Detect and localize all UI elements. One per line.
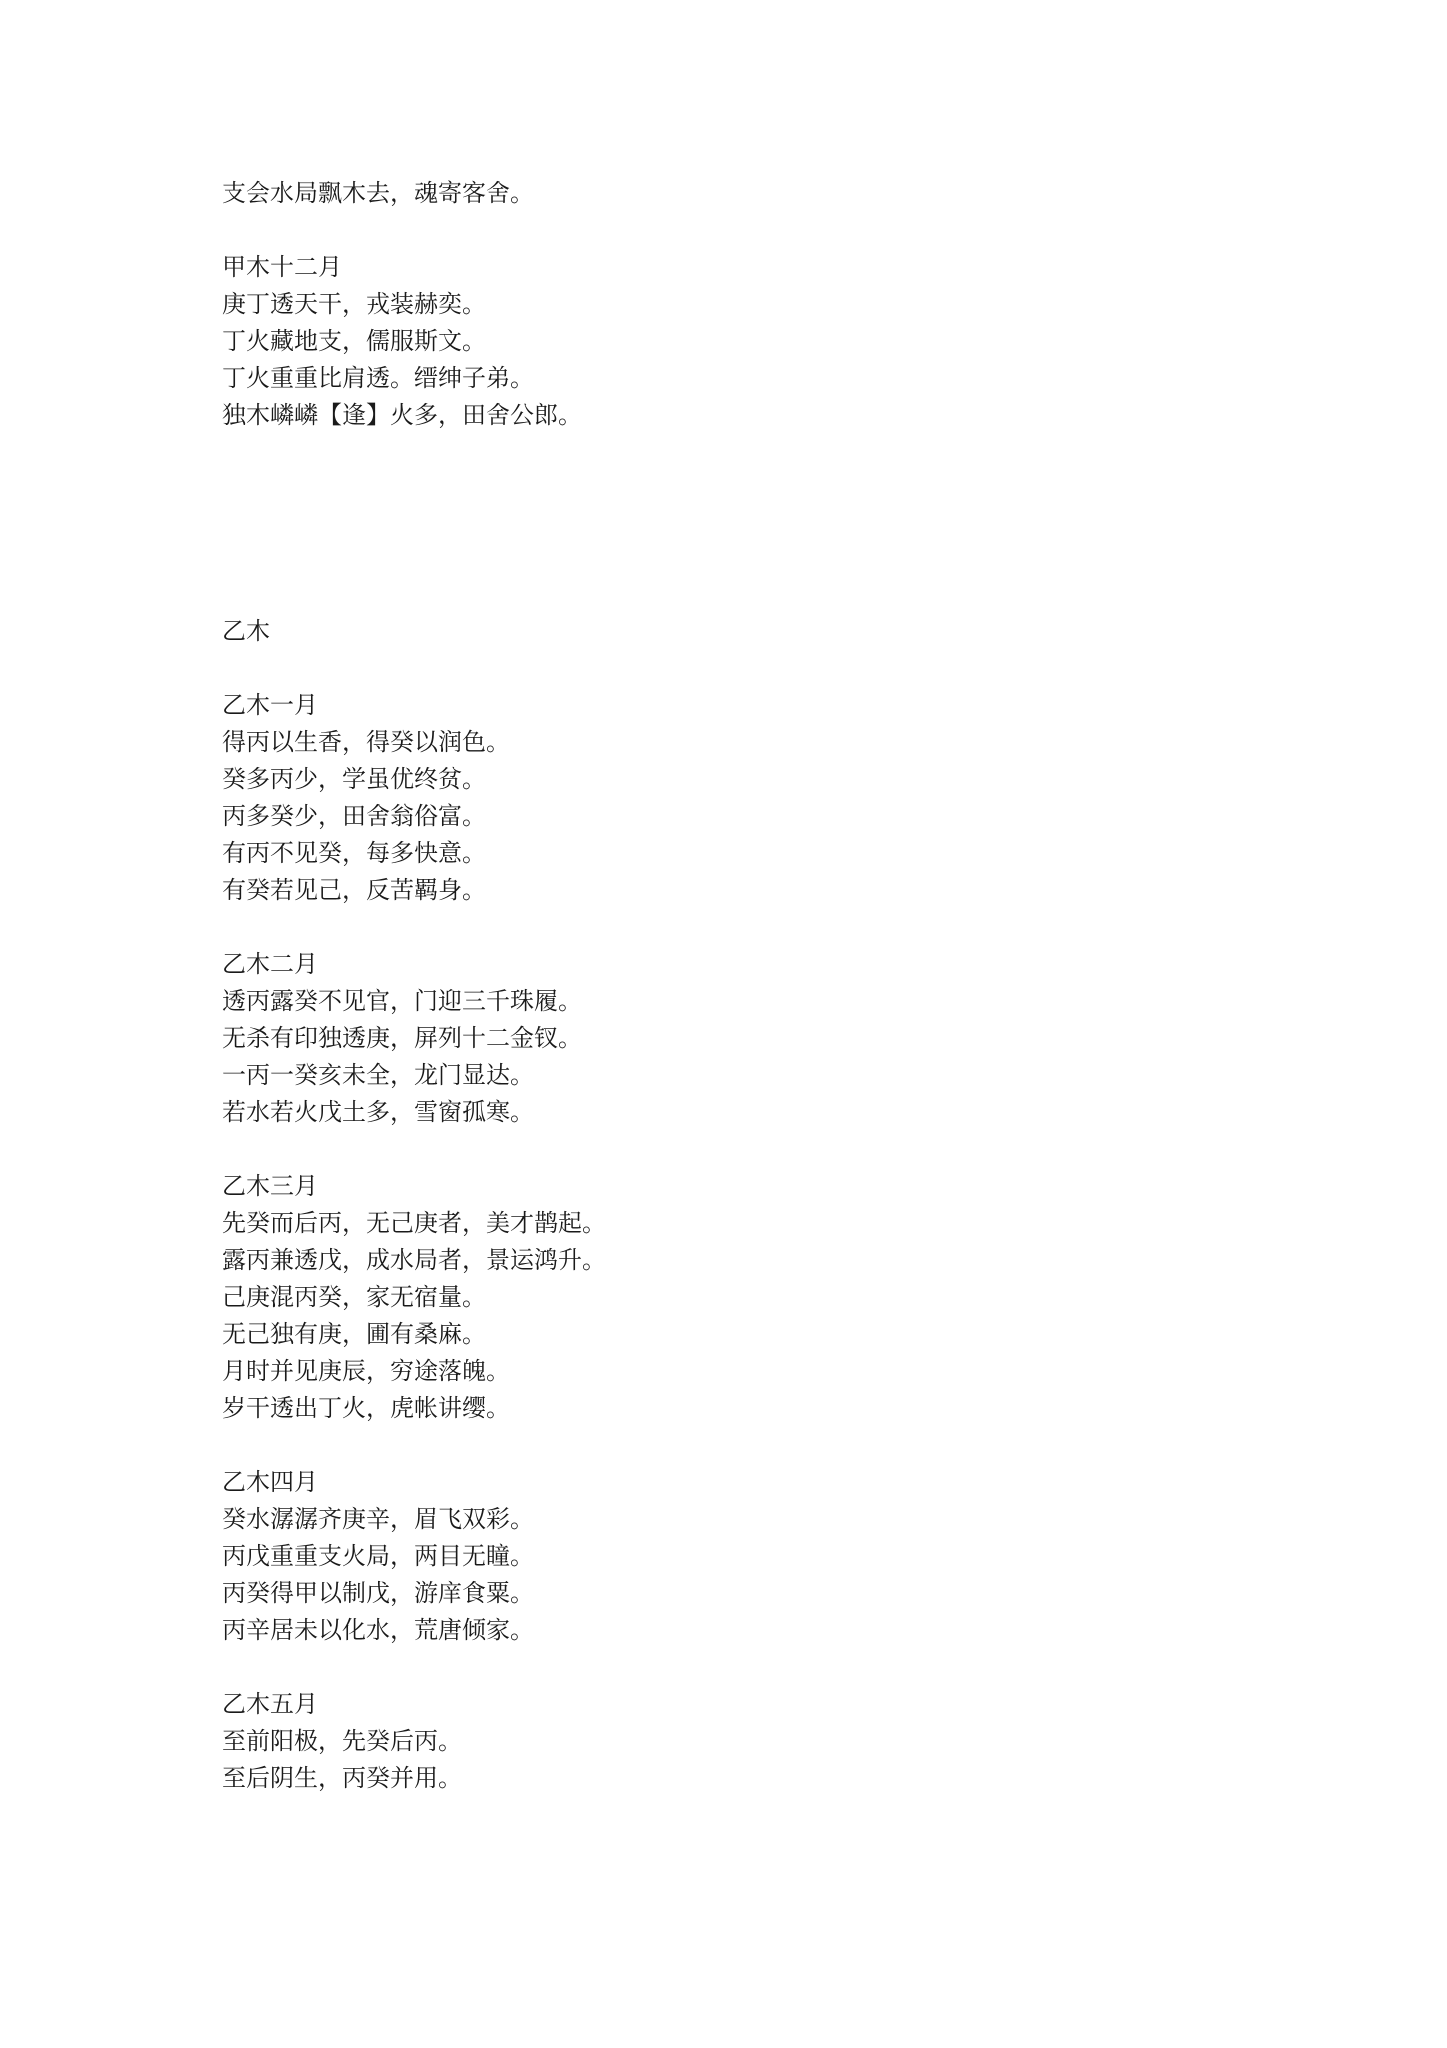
verse-line: 丙多癸少，田舍翁俗富。 bbox=[222, 802, 486, 830]
verse-line: 癸水潺潺齐庚辛，眉飞双彩。 bbox=[222, 1505, 534, 1533]
verse-line: 先癸而后丙，无己庚者，美才鹊起。 bbox=[222, 1209, 606, 1237]
verse-line: 己庚混丙癸，家无宿量。 bbox=[222, 1283, 486, 1311]
verse-line: 癸多丙少，学虽优终贫。 bbox=[222, 765, 486, 793]
section-heading: 乙木一月 bbox=[222, 691, 318, 719]
intro-line: 支会水局飘木去，魂寄客舍。 bbox=[222, 179, 534, 207]
document-body bbox=[222, 175, 1272, 1797]
verse-line: 月时并见庚辰，穷途落魄。 bbox=[222, 1357, 510, 1385]
chapter-title: 乙木 bbox=[222, 617, 270, 645]
section-heading: 乙木五月 bbox=[222, 1690, 318, 1718]
verse-line: 庚丁透天干，戎装赫奕。 bbox=[222, 290, 486, 318]
verse-line: 至前阳极，先癸后丙。 bbox=[222, 1727, 462, 1755]
section-heading: 乙木四月 bbox=[222, 1468, 318, 1496]
verse-line: 丙戊重重支火局，两目无瞳。 bbox=[222, 1542, 534, 1570]
verse-line: 得丙以生香，得癸以润色。 bbox=[222, 728, 510, 756]
verse-line: 至后阴生，丙癸并用。 bbox=[222, 1764, 462, 1792]
verse-line: 独木嶙嶙【逢】火多，田舍公郎。 bbox=[222, 401, 582, 429]
section-yi-1 bbox=[222, 687, 1272, 909]
section-jia-12 bbox=[222, 249, 1272, 434]
verse-line: 无杀有印独透庚，屏列十二金钗。 bbox=[222, 1024, 582, 1052]
section-yi-4 bbox=[222, 1464, 1272, 1649]
verse-line: 若水若火戊土多，雪窗孤寒。 bbox=[222, 1098, 534, 1126]
verse-line: 透丙露癸不见官，门迎三千珠履。 bbox=[222, 987, 582, 1015]
section-heading: 乙木三月 bbox=[222, 1172, 318, 1200]
verse-line: 丙辛居未以化水，荒唐倾家。 bbox=[222, 1616, 534, 1644]
verse-line: 有癸若见己，反苦羁身。 bbox=[222, 876, 486, 904]
section-heading: 甲木十二月 bbox=[222, 253, 342, 281]
verse-line: 无己独有庚，圃有桑麻。 bbox=[222, 1320, 486, 1348]
section-yi-2 bbox=[222, 946, 1272, 1131]
verse-line: 丁火藏地支，儒服斯文。 bbox=[222, 327, 486, 355]
section-heading: 乙木二月 bbox=[222, 950, 318, 978]
verse-line: 丁火重重比肩透。缙绅子弟。 bbox=[222, 364, 534, 392]
verse-line: 岁干透出丁火，虎帐讲缨。 bbox=[222, 1394, 510, 1422]
verse-line: 一丙一癸亥未全，龙门显达。 bbox=[222, 1061, 534, 1089]
verse-line: 露丙兼透戊，成水局者，景运鸿升。 bbox=[222, 1246, 606, 1274]
verse-line: 丙癸得甲以制戊，游庠食粟。 bbox=[222, 1579, 534, 1607]
section-yi-5 bbox=[222, 1686, 1272, 1797]
verse-line: 有丙不见癸，每多快意。 bbox=[222, 839, 486, 867]
section-yi-3 bbox=[222, 1168, 1272, 1427]
